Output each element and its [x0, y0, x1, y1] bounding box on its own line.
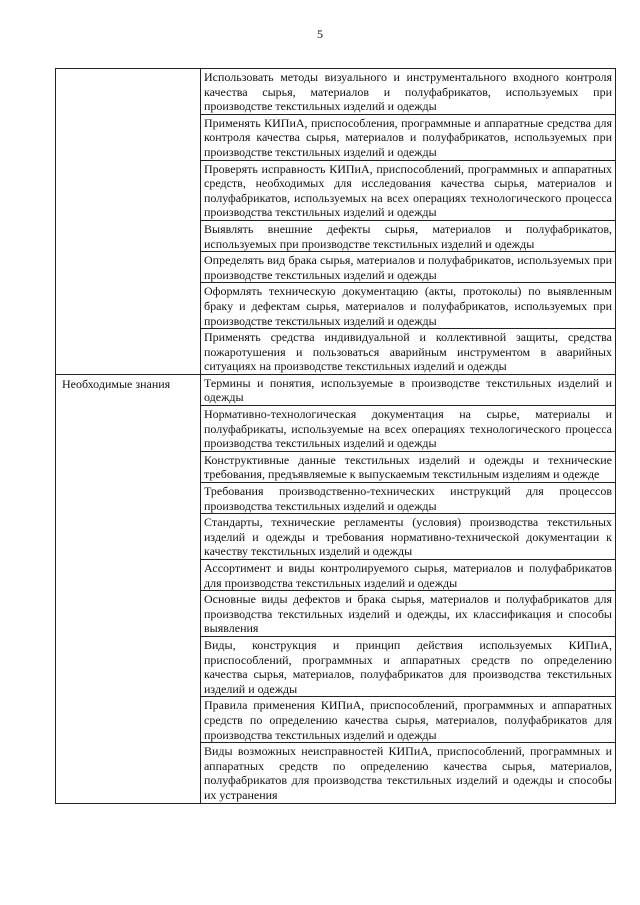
skill-item: Оформлять техническую документацию (акты, протоколы) по выявленным браку и дефектам сырья, материалов и полуфабрикатов, используемых при производстве текстильных изделий и одежды: [201, 283, 616, 329]
knowledge-item: Виды возможных неисправностей КИПиА, приспособлений, программных и аппаратных средств по определению качества сырья, материалов, полуфабрикатов для производства текстильных изделий и одежды и способы их устранения: [201, 743, 616, 803]
knowledge-item: Требования производственно-технических инструкций для процессов производства текстильных изделий и одежды: [201, 483, 616, 514]
skill-item: Использовать методы визуального и инструментального входного контроля качества сырья, материалов и полуфабрикатов, используемых при производстве текстильных изделий и одежды: [201, 69, 616, 115]
knowledge-item: Нормативно-технологическая документация на сырье, материалы и полуфабрикаты, используемые на всех операциях технологического процесса производства текстильных изделий и одежды: [201, 406, 616, 452]
knowledge-item: Основные виды дефектов и брака сырья, материалов и полуфабрикатов для производства текстильных изделий и одежды, их классификация и способы выявления: [201, 591, 616, 637]
skill-item: Определять вид брака сырья, материалов и полуфабрикатов, используемых при производстве текстильных изделий и одежды: [201, 252, 616, 283]
knowledge-item: Конструктивные данные текстильных изделий и одежды и технические требования, предъявляемые к выпускаемым текстильным изделиям и одежде: [201, 451, 616, 482]
knowledge-label: Необходимые знания: [56, 374, 201, 803]
page-number: 5: [317, 27, 323, 41]
knowledge-item: Ассортимент и виды контролируемого сырья, материалов и полуфабрикатов для производства текстильных изделий и одежды: [201, 560, 616, 591]
table-row: [56, 69, 616, 115]
skill-item: Применять средства индивидуальной и коллективной защиты, средства пожаротушения и пользоваться аварийным инструментом в аварийных ситуациях на производстве текстильных изделий и одежды: [201, 329, 616, 375]
competency-table: [55, 68, 616, 804]
skills-label-cell: [56, 69, 201, 375]
skill-item: Выявлять внешние дефекты сырья, материалов и полуфабрикатов, используемых при производстве текстильных изделий и одежды: [201, 220, 616, 251]
knowledge-item: Виды, конструкция и принцип действия используемых КИПиА, приспособлений, программных и аппаратных средств по определению качества сырья, материалов, полуфабрикатов для производства текстильных изделий и одежды: [201, 636, 616, 696]
knowledge-item: Термины и понятия, используемые в производстве текстильных изделий и одежды: [201, 374, 616, 405]
knowledge-item: Правила применения КИПиА, приспособлений, программных и аппаратных средств по определению качества сырья, материалов, полуфабрикатов для производства текстильных изделий и одежды: [201, 697, 616, 743]
knowledge-item: Стандарты, технические регламенты (условия) производства текстильных изделий и одежды и требования нормативно-технической документации к качеству текстильных изделий и одежды: [201, 514, 616, 560]
skill-item: Проверять исправность КИПиА, приспособлений, программных и аппаратных средств, необходимых для исследования качества сырья, материалов и полуфабрикатов, используемых на всех операциях технологического процесса производства текстильных изделий и одежды: [201, 160, 616, 220]
table-row: [56, 374, 616, 405]
skill-item: Применять КИПиА, приспособления, программные и аппаратные средства для контроля качества сырья, материалов и полуфабрикатов, используемых при производстве текстильных изделий и одежды: [201, 114, 616, 160]
